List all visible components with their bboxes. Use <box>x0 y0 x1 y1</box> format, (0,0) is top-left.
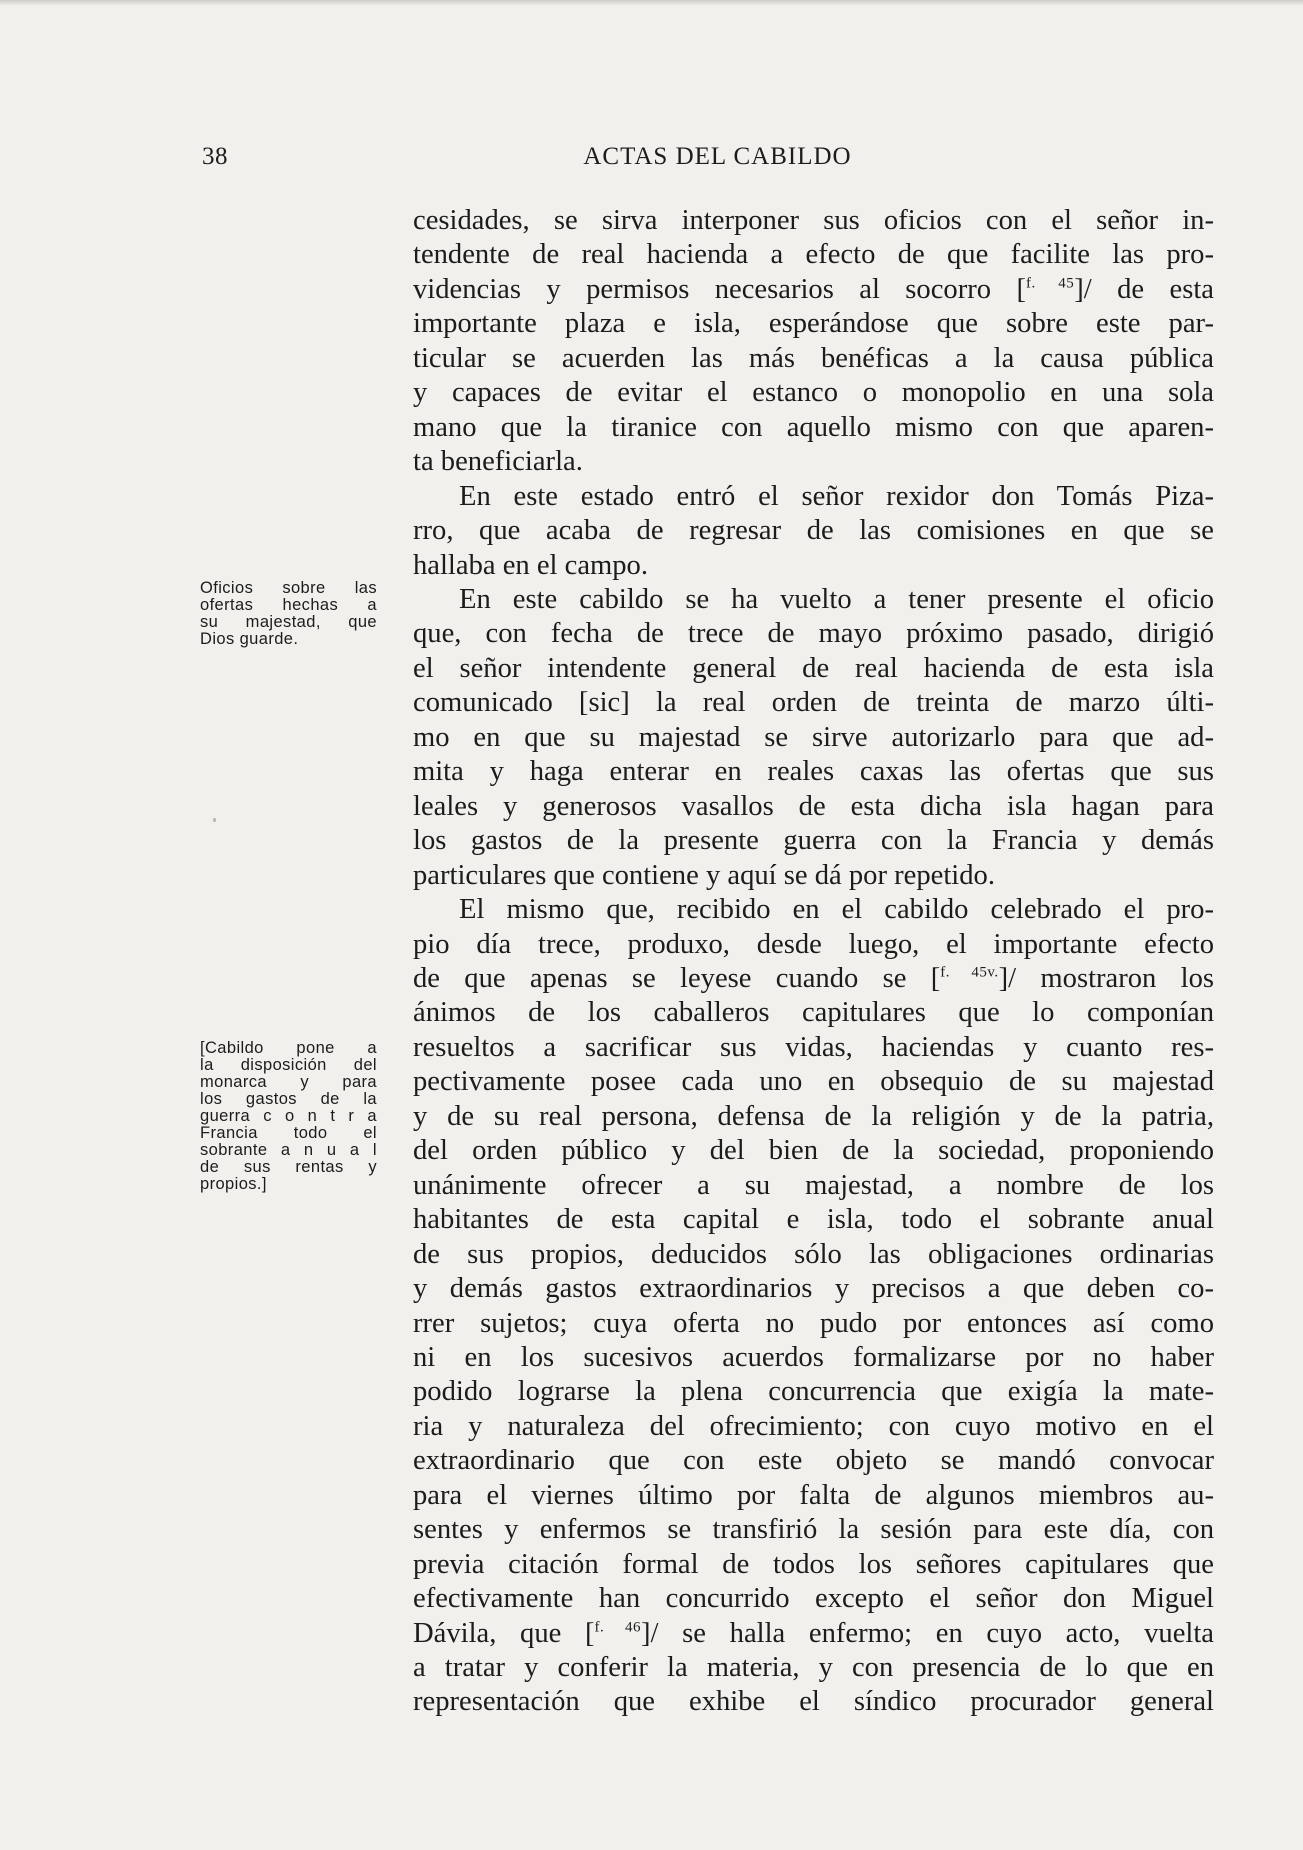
body-line-text: ]/ mostraron los <box>998 962 1214 994</box>
body-line: ria y naturaleza del ofrecimiento; con cuyo motivo en el <box>413 1410 1214 1442</box>
body-line: mita y haga enterar en reales caxas las ofertas que sus <box>413 756 1214 788</box>
body-line: mano que la tiranice con aquello mismo con que aparen- <box>413 411 1214 443</box>
body-line: cesidades, se sirva interponer sus oficios con el señor in- <box>413 205 1214 236</box>
body-line-text: ]/ se halla enfermo; en cuyo acto, vuelta <box>641 1617 1214 1649</box>
body-line-text: videncias y permisos necesarios al socorro [ <box>413 273 1026 305</box>
body-line: el señor intendente general de real hacienda de esta isla <box>413 652 1214 684</box>
body-line: previa citación formal de todos los señores capitulares que <box>413 1548 1214 1580</box>
body-text <box>413 204 1214 1720</box>
margin-note-line: los gastos de la <box>200 1090 377 1108</box>
scan-speck <box>213 818 216 822</box>
body-line: El mismo que, recibido en el cabildo celebrado el pro- <box>459 894 1214 926</box>
body-line-text: de que apenas se leyese cuando se [ <box>413 962 941 994</box>
margin-note-line: guerra c o n t r a <box>200 1107 377 1125</box>
body-line: ánimos de los caballeros capitulares que lo componían <box>413 997 1214 1029</box>
body-line: ni en los sucesivos acuerdos formalizarse por no haber <box>413 1341 1214 1373</box>
body-line: resueltos a sacrificar sus vidas, haciendas y cuanto res- <box>413 1031 1214 1063</box>
body-line: pectivamente posee cada uno en obsequio de su majestad <box>413 1066 1214 1098</box>
body-line-text: Dávila, que [ <box>413 1617 595 1649</box>
margin-note-line: [Cabildo pone a <box>200 1039 377 1057</box>
body-line: representación que exhibe el síndico procurador general <box>413 1686 1214 1718</box>
body-line: En este estado entró el señor rexidor don Tomás Piza- <box>459 480 1214 512</box>
body-line: rrer sujetos; cuya oferta no pudo por entonces así como <box>413 1307 1214 1339</box>
body-line <box>413 1617 1214 1651</box>
scan-edge <box>0 0 1303 6</box>
body-line <box>413 962 1214 996</box>
body-line: que, con fecha de trece de mayo próximo pasado, dirigió <box>413 618 1214 650</box>
margin-note-oficios <box>200 580 377 648</box>
body-line: de sus propios, deducidos sólo las obligaciones ordinarias <box>413 1238 1214 1270</box>
folio-reference: f. 46 <box>594 1619 642 1636</box>
margin-note-line: Francia todo el <box>200 1124 377 1142</box>
margin-note-line: su majestad, que <box>200 613 377 631</box>
body-line: ticular se acuerden las más benéficas a la causa pública <box>413 342 1214 374</box>
margin-note-line: de sus rentas y <box>200 1158 377 1176</box>
body-line: hallaba en el campo. <box>413 549 648 581</box>
body-line-text: ]/ de esta <box>1074 273 1214 305</box>
margin-note-line: sobrante a n u a l <box>200 1141 377 1159</box>
body-line: sentes y enfermos se transfirió la sesión para este día, con <box>413 1514 1214 1546</box>
body-line: podido lograrse la plena concurrencia que exigía la mate- <box>413 1376 1214 1408</box>
body-line: tendente de real hacienda a efecto de que facilite las pro- <box>413 239 1214 271</box>
margin-note-line: la disposición del <box>200 1056 377 1074</box>
margin-note-cabildo <box>200 1040 377 1193</box>
body-line: rro, que acaba de regresar de las comisiones en que se <box>413 515 1214 547</box>
body-line: comunicado [sic] la real orden de treinta de marzo últi- <box>413 687 1214 719</box>
body-line: del orden público y del bien de la sociedad, proponiendo <box>413 1135 1214 1167</box>
body-line: pio día trece, produxo, desde luego, el importante efecto <box>413 928 1214 960</box>
body-line: efectivamente han concurrido excepto el señor don Miguel <box>413 1583 1214 1615</box>
running-head-text: ACTAS DEL CABILDO <box>583 143 852 170</box>
folio-reference: f. 45 <box>1025 275 1075 292</box>
body-line: leales y generosos vasallos de esta dicha isla hagan para <box>413 790 1214 822</box>
body-line: extraordinario que con este objeto se mandó convocar <box>413 1445 1214 1477</box>
body-line: unánimente ofrecer a su majestad, a nombre de los <box>413 1169 1214 1201</box>
body-line: mo en que su majestad se sirve autorizarlo para que ad- <box>413 721 1214 753</box>
margin-note-line: ofertas hechas a <box>200 596 377 614</box>
page-number: 38 <box>202 143 228 170</box>
body-line: importante plaza e isla, esperándose que sobre este par- <box>413 308 1214 340</box>
body-line: y demás gastos extraordinarios y precisos a que deben co- <box>413 1273 1214 1305</box>
body-line: para el viernes último por falta de algunos miembros au- <box>413 1479 1214 1511</box>
margin-note-line: monarca y para <box>200 1073 377 1091</box>
margin-note-line: Oficios sobre las <box>200 579 377 597</box>
folio-reference: f. 45v. <box>940 964 999 981</box>
body-line: ta beneficiarla. <box>413 446 583 478</box>
body-line <box>413 273 1214 307</box>
body-line: habitantes de esta capital e isla, todo el sobrante anual <box>413 1204 1214 1236</box>
body-line: particulares que contiene y aquí se dá por repetido. <box>413 859 995 891</box>
margin-note-line: Dios guarde. <box>200 630 299 648</box>
body-line: y de su real persona, defensa de la religión y de la patria, <box>413 1100 1214 1132</box>
margin-note-line: propios.] <box>200 1175 267 1193</box>
body-line: los gastos de la presente guerra con la Francia y demás <box>413 825 1214 857</box>
body-line: En este cabildo se ha vuelto a tener presente el oficio <box>459 583 1214 615</box>
running-head <box>0 143 1303 171</box>
body-line: y capaces de evitar el estanco o monopolio en una sola <box>413 377 1214 409</box>
body-line: a tratar y conferir la materia, y con presencia de lo que en <box>413 1652 1214 1684</box>
